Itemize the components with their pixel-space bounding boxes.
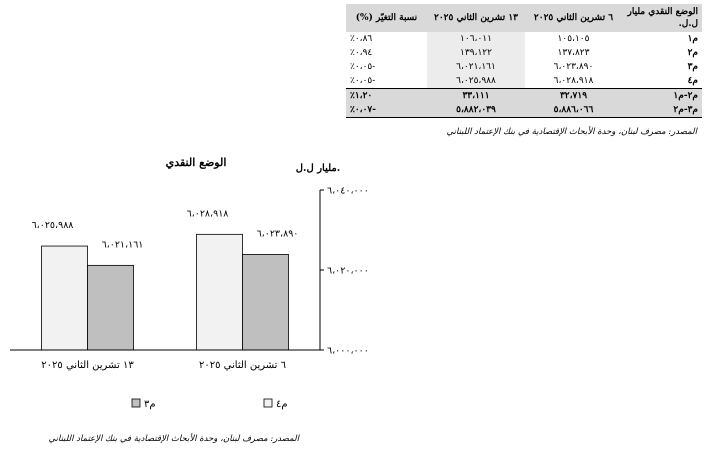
table-header-row	[346, 4, 702, 32]
cell-date1: ٥،٨٨٦،٠٦٦	[525, 103, 622, 118]
legend-swatch	[264, 399, 272, 407]
y-tick-label: ٦،٠٢٠،٠٠٠	[327, 265, 369, 277]
cell-date1: ١٠٥،١٠٥	[557, 34, 590, 44]
bar-m3-cat1	[88, 265, 134, 350]
row-label: م٤	[687, 76, 698, 86]
bar-data-label: ٦،٠٢٨،٩١٨	[186, 208, 229, 220]
bar-data-label: ٦،٠٢٣،٨٩٠	[256, 228, 299, 240]
legend-label: م٣	[144, 399, 156, 410]
chart-title: الوضع النقدي	[165, 156, 227, 169]
cell-date2: ٦،٠٢١،١٦١	[427, 60, 525, 74]
row-label: م١	[687, 34, 698, 44]
header-date1: ٦ تشرين الثاني ٢٠٢٥	[525, 4, 622, 32]
legend-swatch	[132, 399, 140, 407]
bar-m3-cat0	[243, 254, 289, 350]
cell-date2: ٣٣،١١١	[427, 89, 525, 104]
row-label: م٢-م١	[622, 89, 702, 104]
cell-date2: ٦،٠٢٥،٩٨٨	[427, 74, 525, 89]
header-change: نسبة التغيّر (%)	[346, 4, 427, 32]
cell-date2: ١٣٩،١٢٢	[427, 46, 525, 60]
chart-legend	[132, 399, 288, 410]
table-source-note: المصدر: مصرف لبنان، وحدة الأبحاث الإقتصادية في بنك الإعتماد اللبناني	[446, 127, 697, 137]
cell-change: -٠،٠٧٪	[346, 103, 427, 118]
row-label: م٣-م٢	[622, 103, 702, 118]
chart-unit-label: مليار ل.ل.	[295, 163, 341, 174]
table-row	[346, 32, 702, 46]
category-label: ١٣ تشرين الثاني ٢٠٢٥	[41, 360, 134, 371]
cell-change: ٠،٨٦٪	[350, 34, 373, 44]
money-position-table	[346, 4, 702, 118]
y-tick-label: ٦،٠٤٠،٠٠٠	[327, 185, 369, 197]
bar-data-label: ٦،٠٢١،١٦١	[101, 239, 144, 251]
cell-change: -٠،٠٥٪	[350, 76, 376, 86]
category-label: ٦ تشرين الثاني ٢٠٢٥	[198, 360, 287, 371]
table-row	[346, 60, 702, 74]
cell-date1: ٦،٠٢٨،٩١٨	[553, 76, 594, 86]
table-row	[346, 46, 702, 60]
bar-m4-cat0	[197, 234, 243, 350]
chart-source-note: المصدر: مصرف لبنان، وحدة الأبحاث الإقتصادية في بنك الإعتماد اللبناني	[48, 434, 299, 444]
cell-date1: ١٣٧،٨٢٣	[557, 48, 590, 58]
cell-change: ١،٢٠٪	[346, 89, 427, 104]
table-row	[346, 103, 702, 118]
legend-label: م٤	[276, 399, 288, 410]
money-position-chart	[0, 140, 420, 430]
y-tick-label: ٦،٠٠٠،٠٠٠	[327, 345, 369, 357]
cell-date1: ٣٢،٧١٩	[525, 89, 622, 104]
cell-date1: ٦،٠٢٣،٨٩٠	[553, 62, 594, 72]
cell-change: -٠،٠٥٪	[350, 62, 376, 72]
header-label: الوضع النقدي مليار ل.ل.	[622, 4, 702, 32]
bars-layer	[32, 208, 299, 350]
cell-date2: ١٠٦،٠١١	[427, 32, 525, 46]
bar-m4-cat1	[42, 246, 88, 350]
cell-change: ٠،٩٤٪	[350, 48, 373, 58]
table-row	[346, 74, 702, 89]
header-date2: ١٣ تشرين الثاني ٢٠٢٥	[427, 4, 525, 32]
row-label: م٣	[687, 62, 698, 72]
row-label: م٢	[687, 48, 698, 58]
cell-date2: ٥،٨٨٢،٠٣٩	[427, 103, 525, 118]
bar-data-label: ٦،٠٢٥،٩٨٨	[31, 220, 74, 232]
table-row	[346, 89, 702, 104]
